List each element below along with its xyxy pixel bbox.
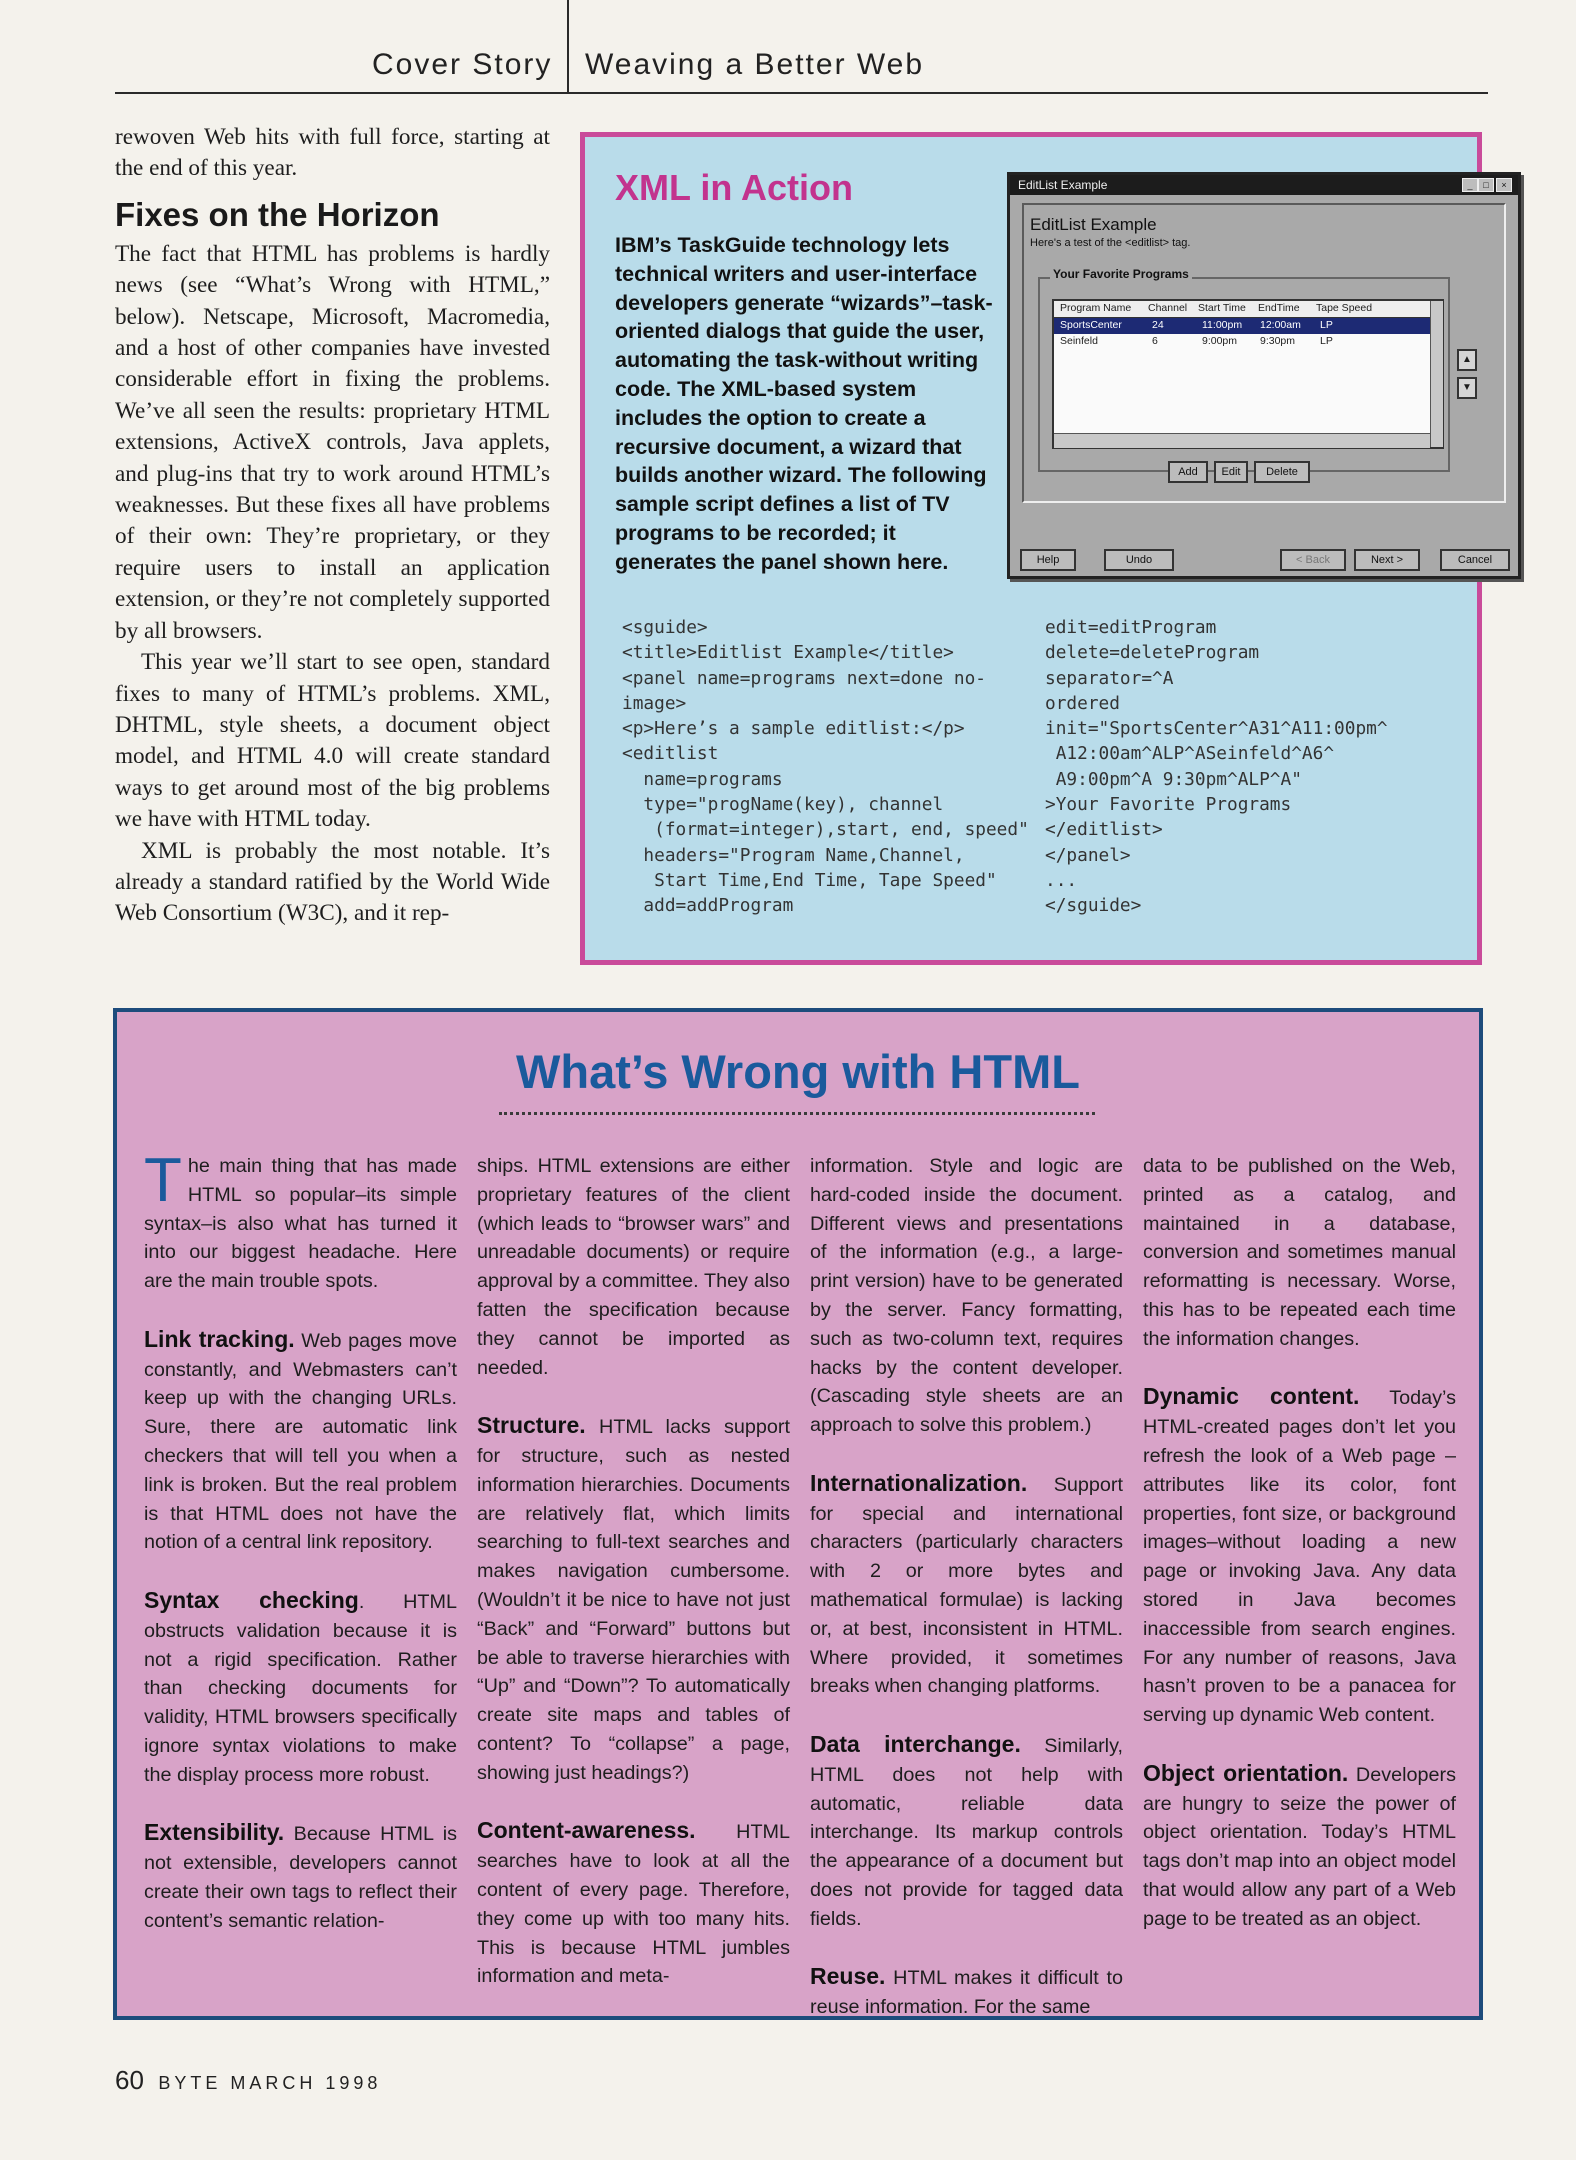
close-icon[interactable]: × (1496, 178, 1512, 192)
code-listing-right: edit=editProgram delete=deleteProgram separator=^A ordered init="SportsCenter^A31^A11:00pm^ A12:00am^ALP^ASeinfeld^A6^ A9:00pm^A 9:30pm^ALP^A" >Your Favorite Programs </editlist> </panel> ... </sguide> (1045, 617, 1388, 917)
cell: SportsCenter (1060, 319, 1122, 331)
header-divider (567, 0, 569, 94)
list-row-selected[interactable] (1054, 318, 1432, 334)
window-title: EditList Example (1018, 178, 1108, 192)
cell: 11:00pm (1202, 319, 1243, 331)
cell: LP (1320, 319, 1333, 331)
edit-button[interactable]: Edit (1214, 461, 1248, 483)
cell: 24 (1152, 319, 1164, 331)
code-listing-left: <sguide> <title>Editlist Example</title> <panel name=programs next=done no- image> <p>Here’s a sample editlist:</p> <editlist name=programs type="progName(key), channel (format=integer),start, end, speed" headers="Program Name,Channel, Start Time,End Time, Tape Speed" add=addProgram (622, 617, 1029, 917)
drop-cap: T (144, 1146, 182, 1215)
topic-text: Because HTML is not extensible, developers cannot create their own tags to reflect their content’s semantic relation- (144, 1823, 457, 1932)
page-footer (115, 2065, 381, 2096)
window-subtitle: Here's a test of the <editlist> tag. (1030, 237, 1191, 249)
topic-heading: Reuse. (810, 1963, 886, 1990)
topic-text: HTML lacks support for structure, such as nested information hierarchies. Documents are relatively flat, which limits searching to full-text searches and makes navigation cumbersome. (Wouldn’t it be nice to have not just “Back” and “Forward” buttons but be able to traverse hierarchies with “Up” and “Down”? To automatically create site maps and tables of content? To “collapse” a page, showing just headings?) (477, 1416, 790, 1784)
column-header: Program Name (1060, 302, 1132, 314)
page-number: 60 (115, 2065, 144, 2095)
horizontal-scrollbar[interactable] (1054, 433, 1430, 448)
topic-heading: Data interchange. (810, 1730, 1021, 1757)
topic-text: HTML makes it difficult to reuse information. For the same (810, 1967, 1123, 2019)
topic-text: Similarly, HTML does not help with automatic, reliable data interchange. Its markup controls the appearance of a document but does not provide for tagged data fields. (810, 1734, 1123, 1930)
cell: Seinfeld (1060, 335, 1098, 347)
topic-heading: Syntax checking (144, 1586, 359, 1613)
column-header: EndTime (1258, 302, 1300, 314)
topic-heading: Extensibility. (144, 1819, 285, 1846)
magazine-issue: BYTE MARCH 1998 (158, 2073, 382, 2093)
cell: LP (1320, 335, 1333, 347)
body-paragraph: XML is probably the most notable. It’s already a standard ratified by the World Wide Web Consortium (W3C), and it rep- (115, 837, 550, 927)
topic-text: HTML searches have to look at all the content of every page. Therefore, they come up with too many hits. This is because HTML jumbles information and meta- (477, 1821, 790, 1988)
topic-heading: Internationalization. (810, 1469, 1028, 1496)
column-header: Tape Speed (1316, 302, 1373, 314)
help-button[interactable]: Help (1020, 549, 1076, 571)
cell: 12:00am (1260, 319, 1301, 331)
minimize-icon[interactable]: _ (1462, 178, 1478, 192)
body-paragraph: This year we’ll start to see open, standard fixes to many of HTML’s problems. XML, DHTML, style sheets, a document object model, and HTML 4.0 will create standard ways to get around most of the big problems we have with HTML today. (115, 649, 550, 833)
sidebar-title: XML in Action (615, 167, 853, 208)
window-titlebar (1010, 175, 1518, 195)
cell: 6 (1152, 335, 1158, 347)
column-1 (144, 1146, 457, 1964)
column-3 (810, 1152, 1123, 2051)
title-dotted-rule (499, 1112, 1095, 1115)
cancel-button[interactable]: Cancel (1440, 549, 1510, 571)
topic-text: Web pages move constantly, and Webmasters can’t keep up with the changing URLs. Sure, there are automatic link checkers that will tell you when a link is broken. But the real problem is that HTML does not have the notion of a central link repository. (144, 1329, 457, 1554)
move-down-button[interactable] (1457, 377, 1477, 399)
list-header (1054, 301, 1432, 318)
group-label: Your Favorite Programs (1050, 267, 1192, 281)
body-paragraph: The fact that HTML has problems is hardly news (see “What’s Wrong with HTML,” below). Netscape, Microsoft, Macromedia, and a host of other companies have invested considerable effort in fixing the problems. We’ve all seen the results: proprietary HTML extensions, ActiveX controls, Java applets, and plug-ins that try to work around HTML’s weaknesses. But these fixes all have problems of their own: They’re proprietary, or they require users to install an application extension, or they’re not completely supported by all browsers. (115, 240, 550, 644)
move-up-button[interactable] (1457, 349, 1477, 371)
cell: 9:30pm (1260, 335, 1296, 347)
undo-button[interactable]: Undo (1104, 549, 1174, 571)
delete-button[interactable]: Delete (1254, 461, 1310, 483)
topic-text: information. Style and logic are hard-coded inside the document. Different views and presentations of the information (e.g., a large-print version) have to be generated by the server. Fancy formatting, such as two-column text, requires hacks by the content developer. (Cascading style sheets are an approach to solve this problem.) (810, 1155, 1123, 1437)
arrow-down-icon: ▼ (1462, 382, 1472, 393)
back-button[interactable]: < Back (1280, 549, 1346, 571)
topic-text: Today’s HTML-created pages don’t let you refresh the look of a Web page – attributes like its color, font properties, font size, or background images–without loading a new page or invoking Java. Any data stored in Java becomes inaccessible from search engines. For any number of reasons, Java hasn’t proven to be a panacea for serving up dynamic Web content. (1143, 1387, 1456, 1727)
sidebar-lead: IBM’s TaskGuide technology lets technical writers and user-interface developers generate “wizards”–task-oriented dialogs that guide the user, automating the task-without writing code. The XML-based system includes the option to create a recursive document, a wizard that builds another wizard. The following sample script defines a list of TV programs to be recorded; it generates the panel shown here. (615, 233, 993, 574)
next-button[interactable]: Next > (1354, 549, 1420, 571)
column-4 (1143, 1152, 1456, 1962)
editlist-window-screenshot (1007, 172, 1521, 579)
article-title: Weaving a Better Web (585, 48, 925, 81)
vertical-scrollbar[interactable] (1430, 301, 1443, 447)
column-2 (477, 1152, 790, 2020)
topic-text: Developers are hungry to seize the power of object orientation. Today’s HTML tags don’t map into an object model that would allow any part of a Web page to be treated as an object. (1143, 1763, 1456, 1930)
topic-heading: Dynamic content. (1143, 1383, 1360, 1410)
intro-text: he main thing that has made HTML so popular–its simple syntax–is also what has turned it into our biggest headache. Here are the main trouble spots. (144, 1155, 457, 1293)
add-button[interactable]: Add (1168, 461, 1208, 483)
section-heading: Fixes on the Horizon (115, 195, 440, 233)
topic-heading: Structure. (477, 1412, 586, 1439)
topic-text: data to be published on the Web, printed as a catalog, and maintained in a database, conversion and sometimes manual reformatting is necessary. Worse, this has to be repeated each time the information changes. (1143, 1155, 1456, 1350)
whats-wrong-sidebar (113, 1008, 1483, 2020)
topic-heading: Link tracking. (144, 1325, 295, 1352)
window-heading: EditList Example (1030, 215, 1157, 234)
left-column (115, 122, 550, 930)
column-header: Channel (1148, 302, 1188, 314)
column-header: Start Time (1198, 302, 1246, 314)
topic-text: . HTML obstructs validation because it is not a rigid specification. Rather than checking documents for validity, HTML browsers specifically ignore syntax violations to make the display process more robust. (144, 1590, 457, 1786)
maximize-icon[interactable]: □ (1478, 178, 1494, 192)
section-label: Cover Story (372, 48, 553, 81)
arrow-up-icon: ▲ (1462, 354, 1472, 365)
list-row[interactable] (1054, 334, 1432, 350)
topic-heading: Content-awareness. (477, 1817, 696, 1844)
intro-paragraph: rewoven Web hits with full force, starting at the end of this year. (115, 124, 550, 182)
sidebar-title: What’s Wrong with HTML (516, 1045, 1080, 1098)
topic-heading: Object orientation. (1143, 1759, 1349, 1786)
topic-text: ships. HTML extensions are either proprietary features of the client (which leads to “browser wars” and unreadable documents) or require approval by a committee. They also fatten the specification because they cannot be imported as needed. (477, 1155, 790, 1379)
header-rule (115, 92, 1488, 94)
cell: 9:00pm (1202, 335, 1238, 347)
program-list[interactable] (1052, 299, 1444, 449)
topic-text: Support for special and international characters (particularly characters with 2 or more bytes and mathematical formulae) is lacking or, at best, inconsistent in HTML. Where provided, it sometimes breaks when changing platforms. (810, 1473, 1123, 1698)
